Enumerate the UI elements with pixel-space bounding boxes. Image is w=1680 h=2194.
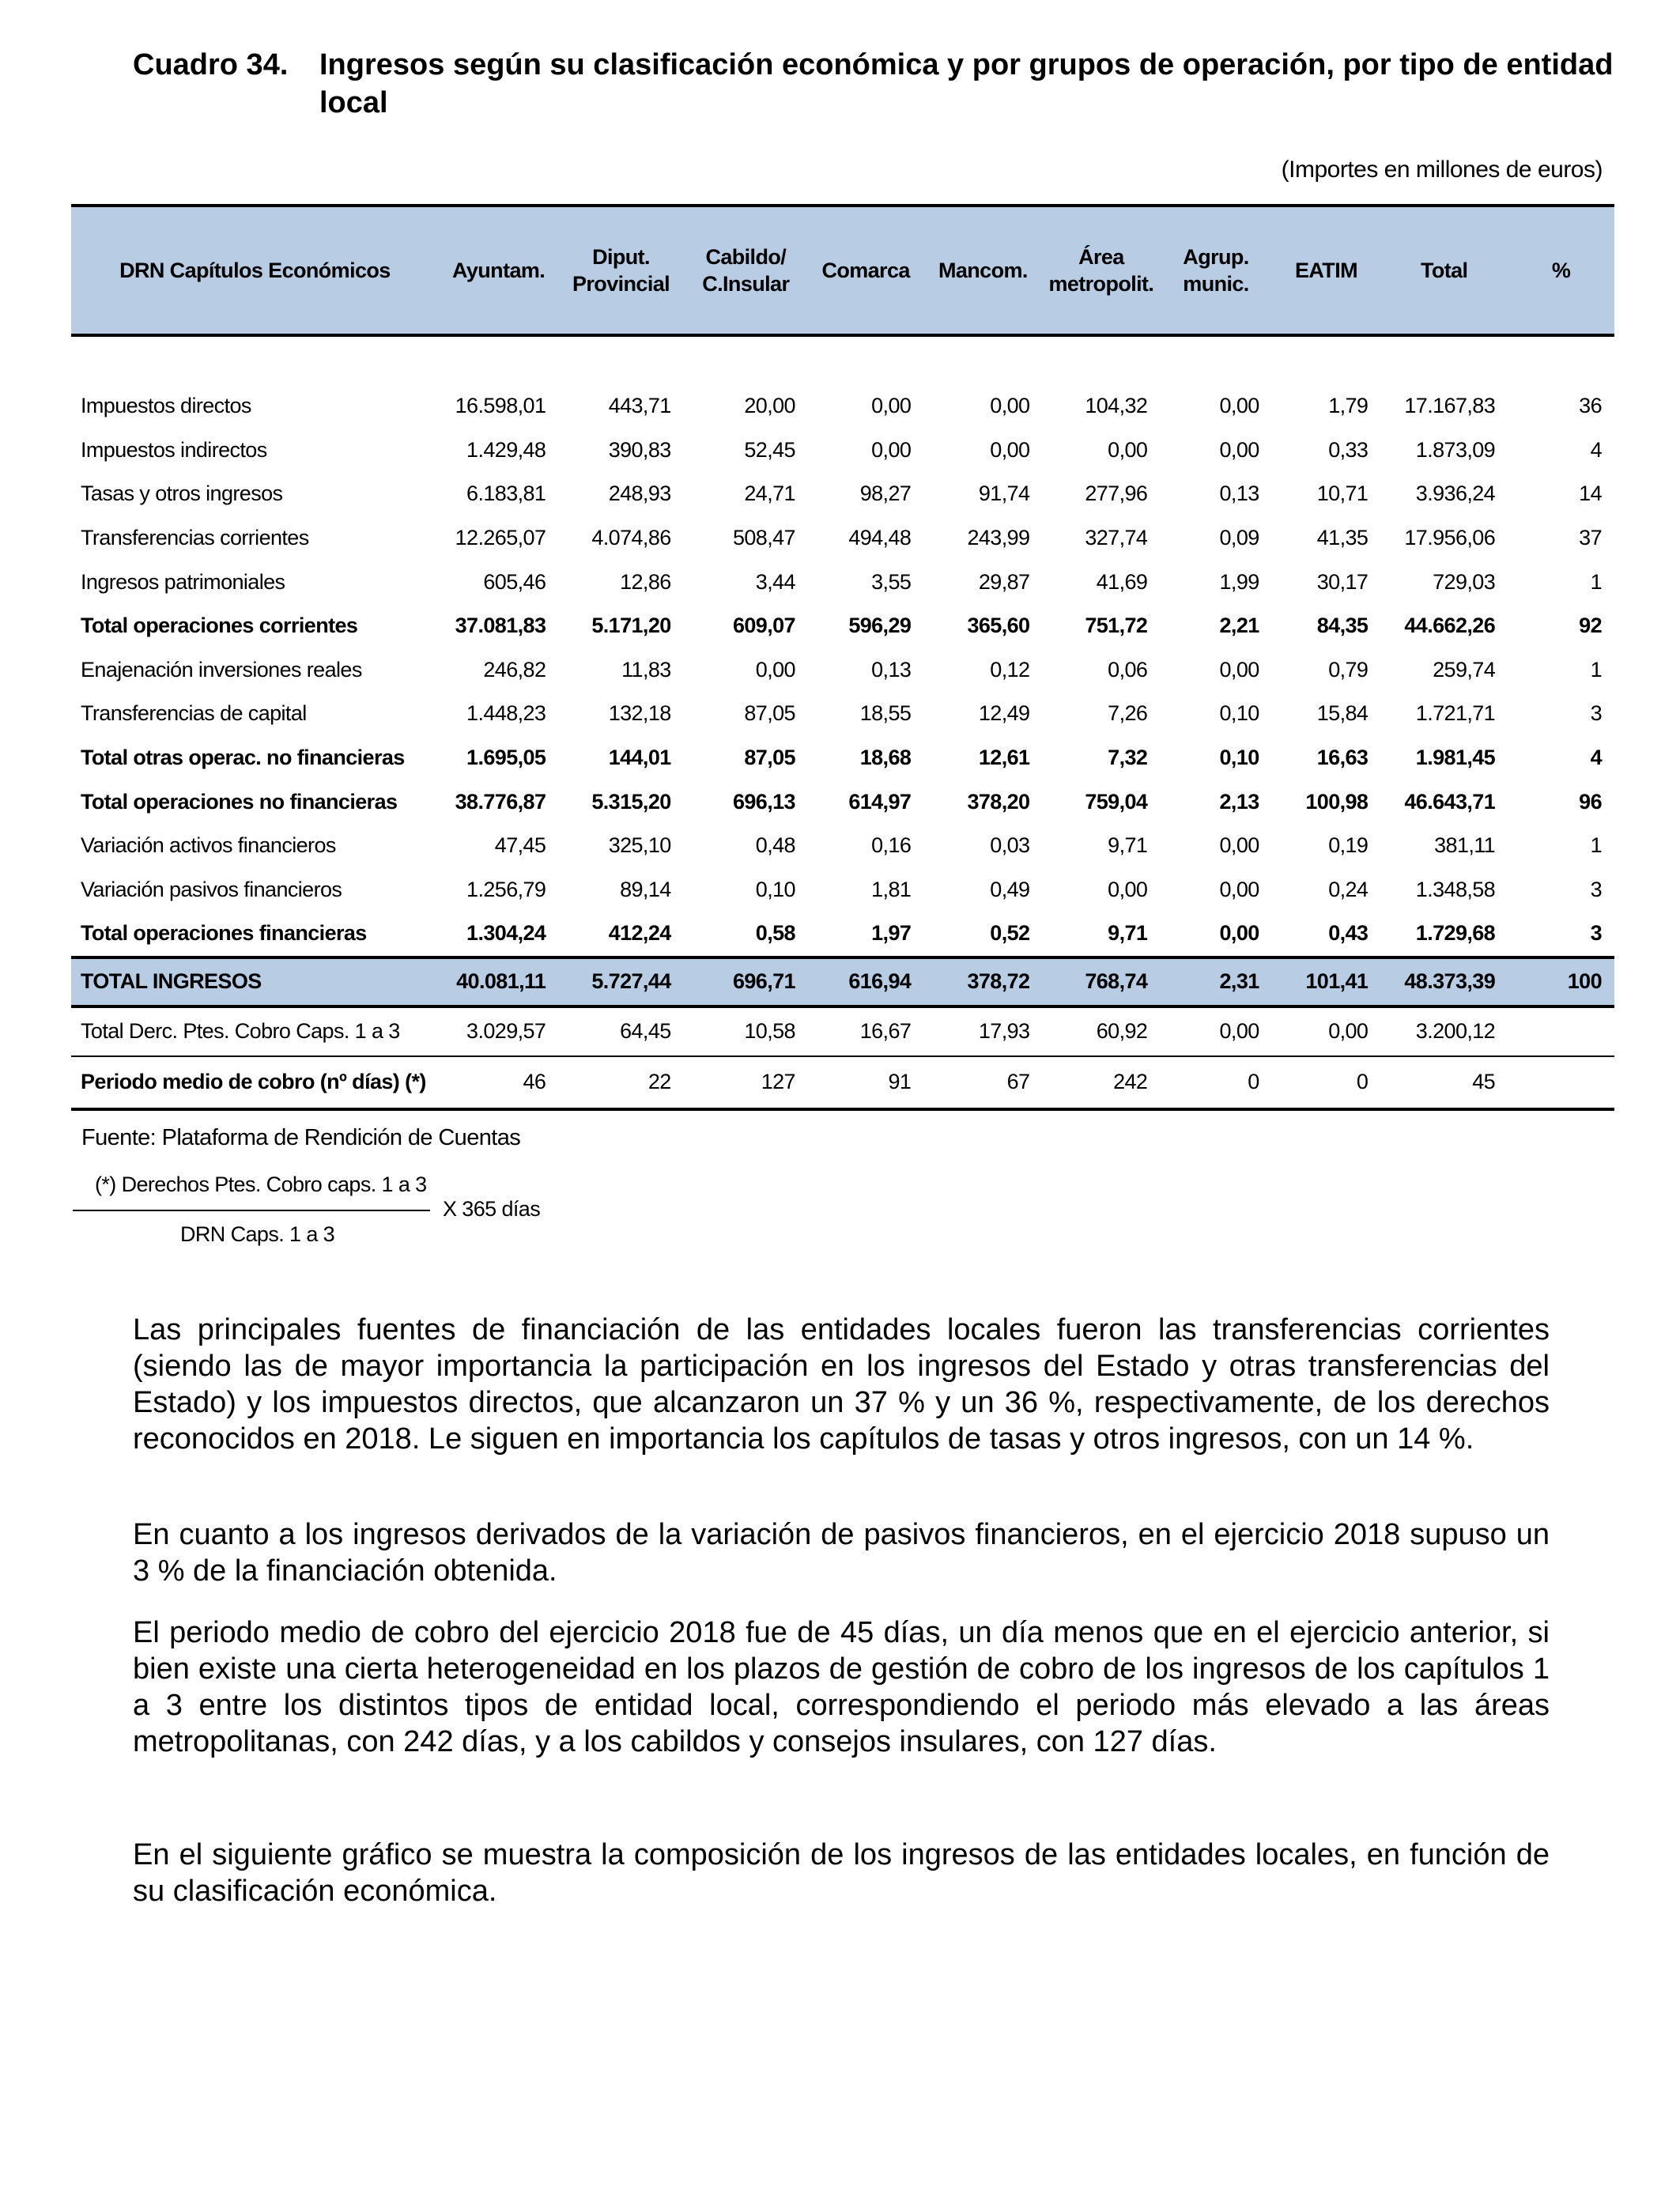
table-cell: 0,10 [1219,746,1259,770]
table-cell: 14 [1579,481,1602,506]
table-cell: 0,00 [1160,1006,1271,1056]
table-cell: 3.029,57 [439,1006,559,1056]
table-cell: 64,45 [558,1006,683,1056]
table-cell: 104,32 [1085,394,1148,418]
table-cell: 0,00 [871,394,912,418]
table-cell: 325,10 [608,833,671,858]
table-row [71,780,1614,824]
row-label: Variación activos financieros [81,833,336,858]
table-cell: 696,71 [684,957,808,1006]
table-cell: 0,00 [871,437,912,462]
row-label: Total operaciones corrientes [81,614,358,638]
table-cell: 381,11 [1434,833,1496,858]
formula-divider [73,1210,430,1211]
row-label: Enajenación inversiones reales [81,657,362,682]
table-cell: 1,97 [871,921,912,946]
table-cell: 0 [1160,1056,1271,1109]
table-cell: 5.171,20 [591,614,671,638]
table-cell: 0,00 [1219,877,1259,901]
table-cell: 7,32 [1108,746,1148,770]
table-cell: 614,97 [848,789,912,814]
table-row [71,516,1614,561]
table-cell: 10,58 [684,1006,808,1056]
col-header-total: Total [1380,206,1508,335]
table-row [71,692,1614,736]
table-cell: 89,14 [620,877,671,901]
table-cell [1508,1056,1614,1109]
col-header-percent: % [1508,206,1614,335]
table-cell: 37.081,83 [455,614,546,638]
row-label: Total operaciones no financieras [81,789,398,814]
table-cell: 277,96 [1085,481,1148,506]
table-cell: 16,63 [1316,746,1369,770]
table-cell: 248,93 [608,481,671,506]
table-cell: 3 [1590,701,1602,726]
table-cell: 0,00 [1219,921,1259,946]
table-cell: 0,58 [755,921,795,946]
table-cell: 12.265,07 [455,526,546,550]
table-cell: 1.721,71 [1415,701,1496,726]
table-cell: 20,00 [744,394,795,418]
table-row [71,824,1614,868]
table-cell: 0,49 [990,877,1030,901]
table-row [71,1056,1614,1109]
table-cell: 378,72 [923,957,1042,1006]
table-cell: 1.981,45 [1415,746,1496,770]
table-cell: 0,00 [755,657,795,682]
table-cell: 768,74 [1042,957,1160,1006]
table-cell: 7,26 [1108,701,1148,726]
table-cell: 12,49 [978,701,1030,726]
formula-denominator: DRN Caps. 1 a 3 [180,1222,335,1246]
row-label: Variación pasivos financieros [81,877,342,901]
table-cell: 0,00 [1219,657,1259,682]
row-label: TOTAL INGRESOS [71,957,439,1006]
table-cell: 127 [684,1056,808,1109]
table-cell: 390,83 [608,437,671,462]
table-cell: 0,00 [1108,437,1148,462]
table-cell: 1 [1590,657,1602,682]
table-cell: 41,69 [1096,569,1148,594]
row-label: Ingresos patrimoniales [81,569,285,594]
table-cell: 101,41 [1272,957,1381,1006]
table-row [71,868,1614,912]
table-cell: 0,16 [871,833,912,858]
table-cell: 596,29 [848,614,912,638]
table-cell: 0,10 [755,877,795,901]
table-cell: 91 [808,1056,923,1109]
table-cell: 18,68 [859,746,912,770]
paragraph-1: Las principales fuentes de financiación de las entidades locales fueron las transferencias corrientes (siendo las de mayor importancia la participación en los ingresos del Estado y otras transferencias del Estado) y los impuestos directos, que alcanzaron un 37 % y un 36 %, respectivamente, de los derechos reconocidos en 2018. Le siguen en importancia los capítulos de tasas y otros ingresos, con un 14 %. [133,1313,1550,1456]
table-cell: 1.695,05 [466,746,546,770]
table-cell: 6.183,81 [466,481,546,506]
row-label: Total Derc. Ptes. Cobro Caps. 1 a 3 [71,1006,439,1056]
table-cell: 100,98 [1305,789,1369,814]
table-cell: 0,00 [1272,1006,1381,1056]
table-cell: 60,92 [1042,1006,1160,1056]
table-cell: 1 [1590,833,1602,858]
table-cell: 44.662,26 [1404,614,1496,638]
table-cell: 92 [1579,614,1602,638]
table-row [71,957,1614,1006]
table-cell: 98,27 [859,481,912,506]
table-row [71,912,1614,957]
table-cell: 609,07 [732,614,795,638]
table-cell: 38.776,87 [455,789,546,814]
source-note: Fuente: Plataforma de Rendición de Cuentas [81,1125,521,1150]
table-cell: 11,83 [621,657,671,682]
table-cell: 9,71 [1108,921,1148,946]
table-cell: 0,00 [1108,877,1148,901]
table-row [71,604,1614,648]
units-note: (Importes en millones de euros) [1281,157,1603,183]
table-cell: 2,31 [1160,957,1271,1006]
row-label: Periodo medio de cobro (nº días) (*) [71,1056,439,1109]
table-cell: 1.729,68 [1415,921,1496,946]
table-cell: 47,45 [494,833,546,858]
table-cell: 10,71 [1316,481,1369,506]
table-cell: 508,47 [732,526,795,550]
col-header-area: Área metropolit. [1042,206,1160,335]
row-label: Total otras operac. no financieras [81,746,405,770]
table-cell [1508,1006,1614,1056]
table-cell: 5.315,20 [591,789,671,814]
table-cell: 0,09 [1219,526,1259,550]
formula-multiplier: X 365 días [443,1197,541,1221]
table-cell: 29,87 [978,569,1030,594]
table-cell: 0,00 [1219,394,1259,418]
row-label: Transferencias de capital [81,701,307,726]
col-header-cabildo: Cabildo/ C.Insular [684,206,808,335]
table-cell: 132,18 [608,701,671,726]
table-cell: 46 [439,1056,559,1109]
table-cell: 365,60 [967,614,1030,638]
table-cell: 100 [1508,957,1614,1006]
table-cell: 18,55 [859,701,912,726]
table-cell: 259,74 [1433,657,1496,682]
table-cell: 3,55 [871,569,912,594]
table-cell: 0,00 [990,394,1030,418]
col-header-agrup: Agrup. munic. [1160,206,1271,335]
table-cell: 443,71 [608,394,671,418]
table-cell: 87,05 [744,701,795,726]
table-cell: 0,00 [1219,833,1259,858]
table-cell: 91,74 [978,481,1030,506]
paragraph-2: En cuanto a los ingresos derivados de la variación de pasivos financieros, en el ejercicio 2018 supuso un 3 % de la financiación obtenida. [133,1518,1550,1588]
table-cell: 3.200,12 [1380,1006,1508,1056]
table-cell: 4 [1590,437,1602,462]
paragraph-4: En el siguiente gráfico se muestra la composición de los ingresos de las entidades locales, en función de su clasificación económica. [133,1838,1550,1908]
col-header-label: DRN Capítulos Económicos [71,206,439,335]
table-cell: 0,43 [1328,921,1369,946]
table-cell: 17.167,83 [1404,394,1496,418]
table-row [71,560,1614,604]
table-cell: 5.727,44 [558,957,683,1006]
table-cell: 16.598,01 [455,394,546,418]
col-header-diput: Diput. Provincial [558,206,683,335]
table-cell: 0,24 [1328,877,1369,901]
paragraph-3: El periodo medio de cobro del ejercicio 2018 fue de 45 días, un día menos que en el ejercicio anterior, si bien existe una cierta heterogeneidad en los plazos de gestión de cobro de los ingresos de los capítulos 1 a 3 entre los distintos tipos de entidad local, correspondiendo el periodo más elevado a las áreas metropolitanas, con 242 días, y a los cabildos y consejos insulares, con 127 días. [133,1616,1550,1758]
table-cell: 22 [558,1056,683,1109]
table-cell: 1 [1590,569,1602,594]
table-cell: 0,13 [1219,481,1259,506]
table-cell: 3 [1590,877,1602,901]
table-title-text: Ingresos según su clasificación económica y por grupos de operación, por tipo de entidad local [319,48,1614,119]
table-cell: 0,52 [990,921,1030,946]
table-cell: 2,13 [1219,789,1259,814]
table-cell: 17,93 [923,1006,1042,1056]
table-cell: 0,00 [990,437,1030,462]
table-cell: 46.643,71 [1404,789,1496,814]
table-cell: 0,12 [990,657,1030,682]
formula-numerator: (*) Derechos Ptes. Cobro caps. 1 a 3 [95,1173,427,1196]
table-cell: 0,03 [990,833,1030,858]
table-cell: 3.936,24 [1415,481,1496,506]
table-cell: 41,35 [1316,526,1369,550]
header-row [71,206,1614,335]
row-label: Transferencias corrientes [81,526,309,550]
table-cell: 15,84 [1316,701,1369,726]
table-cell: 1.304,24 [466,921,546,946]
table-cell: 327,74 [1085,526,1148,550]
table-row [71,736,1614,780]
col-header-eatim: EATIM [1272,206,1381,335]
row-label: Total operaciones financieras [81,921,367,946]
table-cell: 1.873,09 [1415,437,1496,462]
table-cell: 0,00 [1219,437,1259,462]
table-row [71,1006,1614,1056]
col-header-comarca: Comarca [808,206,923,335]
table-cell: 52,45 [744,437,795,462]
table-cell: 9,71 [1108,833,1148,858]
table-cell: 36 [1579,394,1602,418]
table-cell: 40.081,11 [439,957,559,1006]
table-cell: 616,94 [808,957,923,1006]
table-cell: 1,81 [871,877,912,901]
table-cell: 4 [1590,746,1602,770]
table-cell: 1,79 [1328,394,1369,418]
table-cell: 0,06 [1108,657,1148,682]
income-table [71,204,1614,1111]
table-cell: 0,13 [871,657,912,682]
table-cell: 246,82 [483,657,546,682]
table-cell: 96 [1579,789,1602,814]
row-label: Impuestos directos [81,394,251,418]
table-cell: 412,24 [608,921,671,946]
table-cell: 48.373,39 [1380,957,1508,1006]
table-cell: 243,99 [967,526,1030,550]
table-cell: 729,03 [1433,569,1496,594]
table-cell: 16,67 [808,1006,923,1056]
table-row [71,648,1614,693]
table-row [71,472,1614,516]
table-cell: 494,48 [848,526,912,550]
table-cell: 0,19 [1328,833,1369,858]
table-row [71,429,1614,473]
table-cell: 1.429,48 [466,437,546,462]
table-cell: 751,72 [1085,614,1148,638]
table-cell: 3 [1590,921,1602,946]
table-cell: 24,71 [744,481,795,506]
table-cell: 4.074,86 [591,526,671,550]
table-cell: 759,04 [1085,789,1148,814]
table-cell: 12,61 [978,746,1030,770]
row-label: Impuestos indirectos [81,437,267,462]
table-cell: 0,79 [1328,657,1369,682]
row-label: Tasas y otros ingresos [81,481,283,506]
table-cell: 0 [1272,1056,1381,1109]
table-cell: 0,10 [1219,701,1259,726]
col-header-ayuntam: Ayuntam. [439,206,559,335]
table-cell: 1.348,58 [1415,877,1496,901]
col-header-mancom: Mancom. [923,206,1042,335]
table-cell: 1.256,79 [466,877,546,901]
table-cell: 378,20 [967,789,1030,814]
table-cell: 1,99 [1219,569,1259,594]
table-cell: 45 [1380,1056,1508,1109]
table-cell: 12,86 [620,569,671,594]
table-cell: 3,44 [755,569,795,594]
table-cell: 696,13 [732,789,795,814]
table-cell: 2,21 [1219,614,1259,638]
table-number: Cuadro 34. [133,48,289,81]
table-cell: 84,35 [1316,614,1369,638]
table-cell: 242 [1042,1056,1160,1109]
table-cell: 37 [1579,526,1602,550]
table-cell: 0,33 [1328,437,1369,462]
table-cell: 30,17 [1316,569,1369,594]
table-cell: 67 [923,1056,1042,1109]
table-cell: 1.448,23 [466,701,546,726]
table-cell: 17.956,06 [1404,526,1496,550]
table-cell: 144,01 [608,746,671,770]
table-cell: 605,46 [483,569,546,594]
table-cell: 0,48 [755,833,795,858]
table-cell: 87,05 [744,746,795,770]
table-row [71,384,1614,429]
